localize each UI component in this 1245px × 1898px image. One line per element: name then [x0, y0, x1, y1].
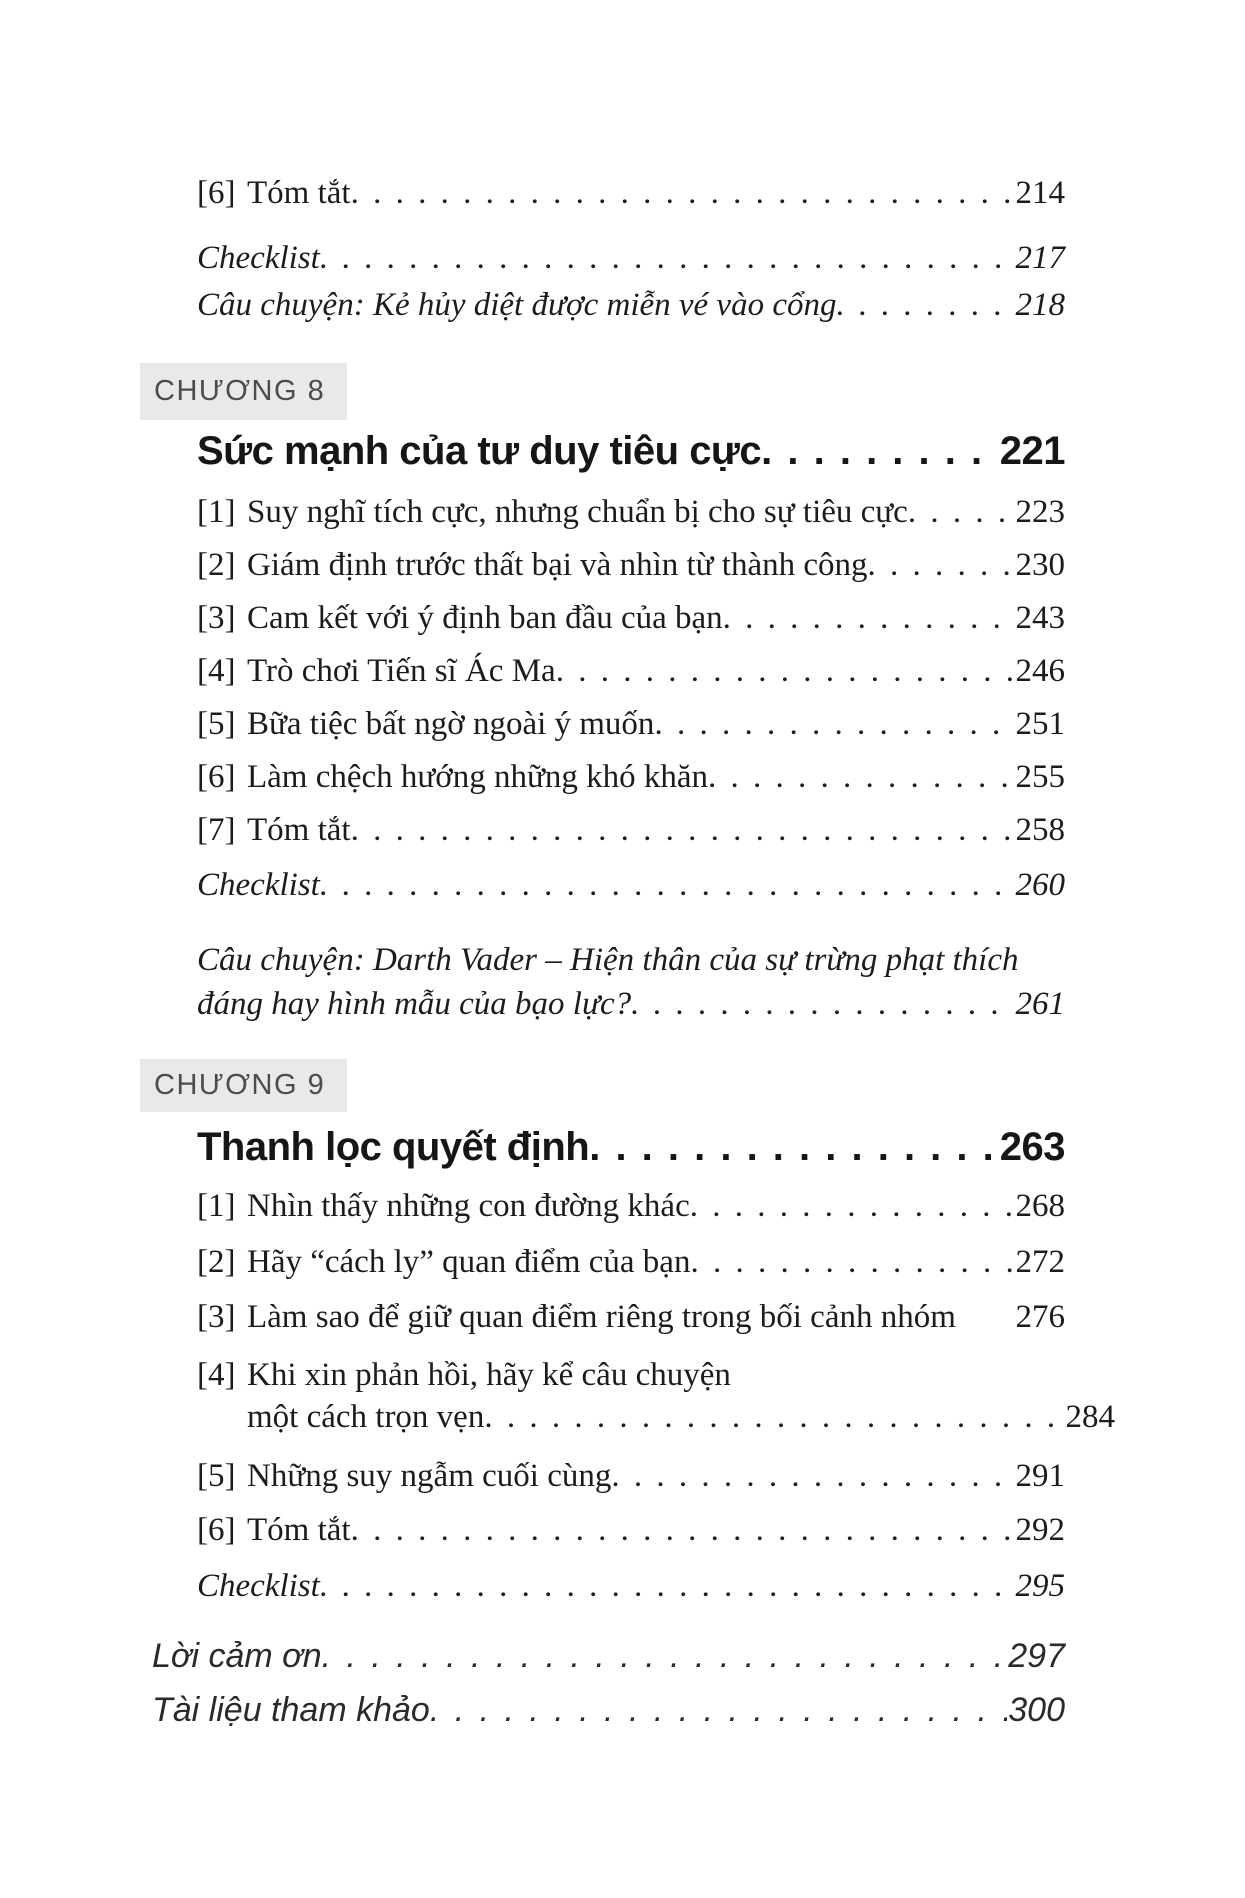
entry-title: Giám định trước thất bại và nhìn từ thành công — [247, 547, 868, 583]
toc-entry-backmatter — [152, 1634, 1065, 1678]
entry-title: đáng hay hình mẫu của bạo lực? — [197, 986, 632, 1022]
page-number: 255 — [1015, 759, 1065, 795]
toc-entry — [197, 1508, 1065, 1552]
toc-entry — [197, 490, 1065, 534]
page-number: 221 — [999, 429, 1065, 473]
page-number: 243 — [1015, 600, 1065, 636]
dot-leader — [556, 649, 1015, 693]
page-number: 284 — [1065, 1399, 1115, 1435]
entry-title: Checklist — [197, 1568, 320, 1604]
entry-title: Làm chệch hướng những khó khăn — [247, 759, 709, 795]
entry-title: một cách trọn vẹn — [247, 1399, 485, 1435]
dot-leader — [908, 490, 1015, 534]
entry-title: Checklist — [197, 867, 320, 903]
toc-entry — [197, 1240, 1065, 1284]
entry-number: [5] — [197, 706, 236, 742]
toc-entry — [197, 755, 1065, 799]
toc-entry-story-line2 — [197, 982, 1065, 1026]
entry-number: [6] — [197, 175, 236, 211]
dot-leader — [631, 982, 1014, 1026]
entry-title: Tóm tắt — [247, 812, 351, 848]
entry-title: Khi xin phản hồi, hãy kể câu chuyện — [247, 1357, 731, 1393]
toc-entry-story-line1 — [197, 938, 1065, 982]
page-number: 218 — [1015, 287, 1065, 323]
page-number: 268 — [1015, 1188, 1065, 1224]
dot-leader — [690, 1240, 1014, 1284]
entry-title: Những suy ngẫm cuối cùng — [247, 1458, 612, 1494]
entry-title: Tài liệu tham khảo — [152, 1691, 430, 1729]
toc-entry-backmatter — [152, 1688, 1065, 1732]
toc-entry — [197, 1184, 1065, 1228]
toc-entry-story — [197, 283, 1065, 327]
entry-number: [3] — [197, 600, 236, 636]
entry-number: [4] — [197, 1357, 236, 1393]
toc-entry-checklist — [197, 236, 1065, 280]
toc-entry — [197, 649, 1065, 693]
chapter-title-text: Thanh lọc quyết định — [197, 1125, 590, 1169]
page-number: 223 — [1015, 494, 1065, 530]
toc-entry-checklist — [197, 863, 1065, 907]
dot-leader — [690, 1184, 1015, 1228]
entry-title: Trò chơi Tiến sĩ Ác Ma — [247, 653, 556, 689]
entry-title: Suy nghĩ tích cực, nhưng chuẩn bị cho sự tiêu cực — [247, 494, 908, 530]
dot-leader — [836, 283, 1014, 327]
page-number: 230 — [1015, 547, 1065, 583]
entry-title: Nhìn thấy những con đường khác — [247, 1188, 690, 1224]
toc-entry — [197, 596, 1065, 640]
entry-number: [1] — [197, 494, 236, 530]
entry-title: Cam kết với ý định ban đầu của bạn — [247, 600, 723, 636]
toc-entry-line2 — [197, 1395, 1115, 1439]
entry-title: Làm sao để giữ quan điểm riêng trong bối cảnh nhóm — [247, 1299, 956, 1335]
chapter-label-box — [140, 1059, 347, 1112]
entry-number: [6] — [197, 759, 236, 795]
entry-title: Checklist — [197, 240, 320, 276]
chapter-title-text: Sức mạnh của tư duy tiêu cực — [197, 429, 762, 473]
entry-title: Lời cảm ơn — [152, 1637, 322, 1675]
entry-number: [1] — [197, 1188, 236, 1224]
dot-leader — [708, 755, 1014, 799]
page-number: 292 — [1015, 1512, 1065, 1548]
chapter-label-box — [140, 363, 347, 420]
toc-entry — [197, 543, 1065, 587]
dot-leader — [320, 236, 1015, 280]
entry-title: Hãy “cách ly” quan điểm của bạn — [247, 1244, 691, 1280]
entry-number: [2] — [197, 547, 236, 583]
entry-number: [5] — [197, 1458, 236, 1494]
toc-entry-line1 — [197, 1353, 1065, 1397]
entry-title: Bữa tiệc bất ngờ ngoài ý muốn — [247, 706, 655, 742]
entry-title: Câu chuyện: Kẻ hủy diệt được miễn vé vào cổng — [197, 287, 837, 323]
dot-leader — [723, 596, 1015, 640]
page-number: 261 — [1015, 986, 1065, 1022]
dot-leader — [654, 702, 1014, 746]
dot-leader — [484, 1395, 1064, 1439]
page-number: 295 — [1015, 1568, 1065, 1604]
dot-leader — [351, 808, 1015, 852]
entry-title: Câu chuyện: Darth Vader – Hiện thân của sự trừng phạt thích — [197, 942, 1019, 978]
entry-title: Tóm tắt — [247, 175, 351, 211]
toc-entry — [197, 1295, 1065, 1339]
dot-leader — [320, 1564, 1015, 1608]
page-number: 217 — [1015, 240, 1065, 276]
page-number: 291 — [1015, 1458, 1065, 1494]
toc-entry — [197, 808, 1065, 852]
page-number: 258 — [1015, 812, 1065, 848]
page-number: 297 — [1008, 1637, 1065, 1675]
toc-chapter-title — [197, 1123, 1065, 1171]
toc-entry — [197, 1454, 1065, 1498]
toc-entry-checklist — [197, 1564, 1065, 1608]
dot-leader — [351, 171, 1015, 215]
dot-leader — [868, 543, 1015, 587]
entry-number: [6] — [197, 1512, 236, 1548]
entry-number: [7] — [197, 812, 236, 848]
page-number: 260 — [1015, 867, 1065, 903]
page-number: 276 — [1015, 1299, 1065, 1335]
toc-chapter-title — [197, 427, 1065, 475]
entry-title: Tóm tắt — [247, 1512, 351, 1548]
page-number: 246 — [1015, 653, 1065, 689]
dot-leader — [589, 1123, 999, 1171]
entry-number: [4] — [197, 653, 236, 689]
toc-entry — [197, 171, 1065, 215]
page-number: 214 — [1015, 175, 1065, 211]
page-number: 272 — [1015, 1244, 1065, 1280]
page-number: 251 — [1015, 706, 1065, 742]
dot-leader — [320, 863, 1015, 907]
dot-leader — [351, 1508, 1015, 1552]
dot-leader — [761, 427, 999, 475]
entry-number: [2] — [197, 1244, 236, 1280]
dot-leader — [322, 1634, 1008, 1678]
dot-leader — [430, 1688, 1007, 1732]
chapter-label: CHƯƠNG 8 — [154, 375, 326, 407]
chapter-label: CHƯƠNG 9 — [154, 1069, 326, 1101]
dot-leader — [611, 1454, 1014, 1498]
page-number: 263 — [999, 1125, 1065, 1169]
toc-entry — [197, 702, 1065, 746]
entry-number: [3] — [197, 1299, 236, 1335]
page-number: 300 — [1008, 1691, 1065, 1729]
